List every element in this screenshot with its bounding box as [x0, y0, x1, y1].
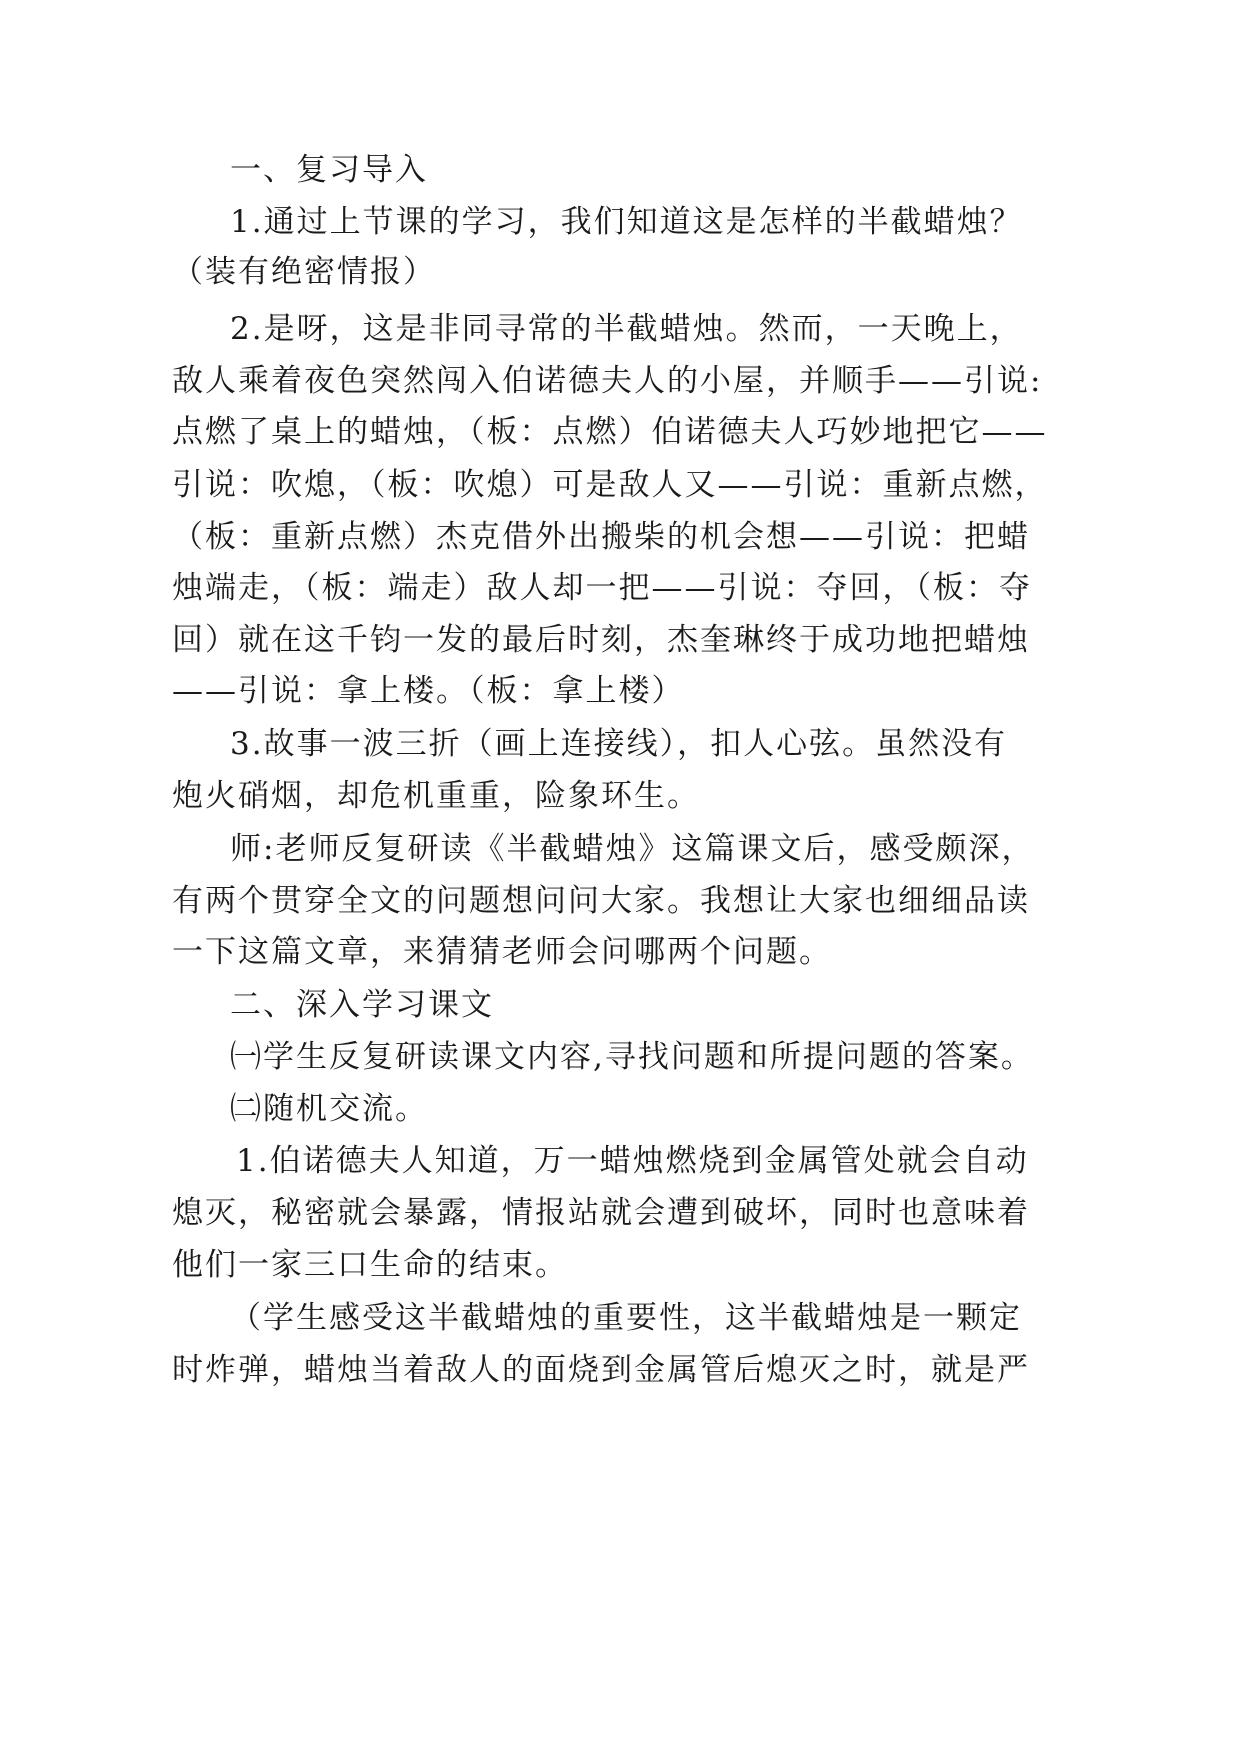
- heading-review-intro: 一、复习导入: [230, 152, 428, 188]
- point-1-line-3: 他们一家三口生命的结束。: [172, 1247, 568, 1283]
- paragraph-2-line-4: 引说：吹熄，（板：吹熄）可是敌人又——引说：重新点燃，: [172, 467, 1048, 503]
- paragraph-2-line-8: ——引说：拿上楼。（板：拿上楼）: [172, 673, 685, 709]
- point-1-line-2: 熄灭，秘密就会暴露，情报站就会遭到破坏，同时也意味着: [172, 1195, 1030, 1231]
- student-note-line-2: 时炸弹，蜡烛当着敌人的面烧到金属管后熄灭之时，就是严: [172, 1352, 1030, 1388]
- paragraph-1-line-2: （装有绝密情报）: [172, 254, 436, 290]
- paragraph-2-line-1: 2.是呀，这是非同寻常的半截蜡烛。然而，一天晚上，: [230, 311, 1023, 347]
- point-1-line-1: 1.伯诺德夫人知道，万一蜡烛燃烧到金属管处就会自动: [236, 1143, 1029, 1179]
- paragraph-2-line-3: 点燃了桌上的蜡烛，（板：点燃）伯诺德夫人巧妙地把它——: [172, 414, 1048, 450]
- teacher-paragraph-line-1: 师:老师反复研读《半截蜡烛》这篇课文后，感受颇深，: [230, 831, 1035, 867]
- student-note-line-1: （学生感受这半截蜡烛的重要性，这半截蜡烛是一颗定: [230, 1300, 1022, 1336]
- paragraph-2-line-6: 烛端走，（板：端走）敌人却一把——引说：夺回，（板：夺: [172, 570, 1032, 606]
- paragraph-3-line-2: 炮火硝烟，却危机重重，险象环生。: [172, 778, 700, 814]
- heading-deep-study: 二、深入学习课文: [230, 987, 494, 1023]
- paragraph-2-line-5: （板：重新点燃）杰克借外出搬柴的机会想——引说：把蜡: [172, 519, 1030, 555]
- teacher-paragraph-line-3: 一下这篇文章，来猜猜老师会问哪两个问题。: [172, 934, 832, 970]
- subitem-2: ㈡随机交流。: [230, 1091, 428, 1127]
- paragraph-3-line-1: 3.故事一波三折（画上连接线），扣人心弦。虽然没有: [230, 726, 1008, 762]
- paragraph-2-line-7: 回）就在这千钧一发的最后时刻，杰奎琳终于成功地把蜡烛: [172, 622, 1030, 658]
- subitem-1: ㈠学生反复研读课文内容,寻找问题和所提问题的答案。: [230, 1039, 1034, 1075]
- teacher-paragraph-line-2: 有两个贯穿全文的问题想问问大家。我想让大家也细细品读: [172, 883, 1030, 919]
- paragraph-1-line-1: 1.通过上节课的学习，我们知道这是怎样的半截蜡烛？: [230, 204, 1023, 240]
- paragraph-2-line-2: 敌人乘着夜色突然闯入伯诺德夫人的小屋，并顺手——引说:: [172, 363, 1043, 399]
